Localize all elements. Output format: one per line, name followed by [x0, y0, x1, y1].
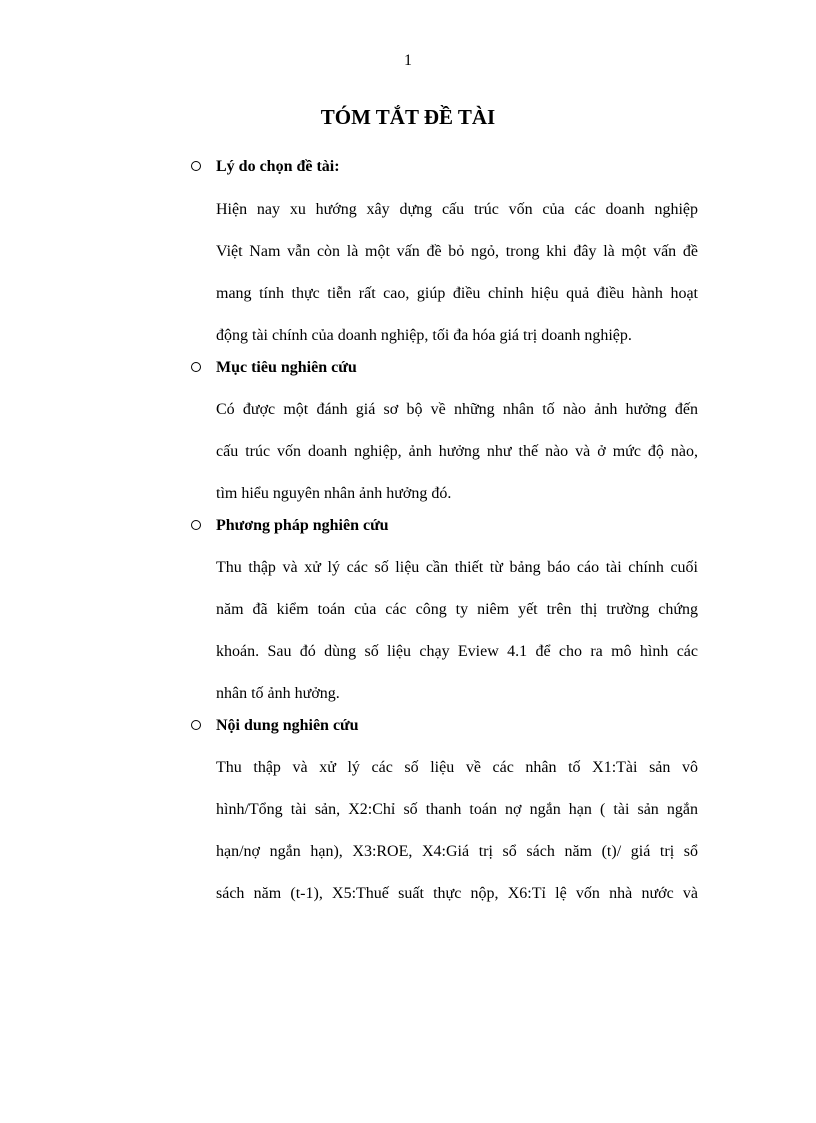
sections-container	[0, 156, 816, 915]
section-reason	[0, 156, 816, 357]
section-heading	[0, 715, 816, 741]
document-title: TÓM TẮT ĐỀ TÀI	[320, 105, 496, 129]
section-content	[0, 715, 816, 915]
hollow-circle-bullet-icon	[191, 362, 201, 372]
section-body	[216, 747, 698, 915]
hollow-circle-bullet-icon	[191, 520, 201, 530]
section-heading-text: Lý do chọn đề tài:	[216, 158, 340, 175]
body-line: Việt Nam vẫn còn là một vấn đề bỏ ngỏ, trong khi đây là một vấn đề	[216, 243, 698, 260]
section-body	[216, 189, 698, 357]
section-body	[216, 547, 698, 715]
section-heading-text: Mục tiêu nghiên cứu	[216, 359, 357, 376]
section-heading	[0, 515, 816, 541]
body-line: sách năm (t-1), X5:Thuế suất thực nộp, X6:Tỉ lệ vốn nhà nước và	[216, 885, 698, 902]
body-line: Thu thập và xử lý các số liệu cần thiết từ bảng báo cáo tài chính cuối	[216, 559, 698, 576]
hollow-circle-bullet-icon	[191, 720, 201, 730]
body-line: động tài chính của doanh nghiệp, tối đa hóa giá trị doanh nghiệp.	[216, 327, 632, 344]
body-line: Thu thập và xử lý các số liệu về các nhân tố X1:Tài sản vô	[216, 759, 698, 776]
body-line: tìm hiểu nguyên nhân ảnh hưởng đó.	[216, 485, 452, 502]
section-heading-text: Phương pháp nghiên cứu	[216, 517, 389, 534]
body-line: năm đã kiểm toán của các công ty niêm yết trên thị trường chứng	[216, 601, 698, 618]
body-line: Có được một đánh giá sơ bộ về những nhân tố nào ảnh hưởng đến	[216, 401, 698, 418]
section-heading	[0, 156, 816, 182]
section-body	[216, 389, 698, 515]
body-line: cấu trúc vốn doanh nghiệp, ảnh hưởng như thế nào và ở mức độ nào,	[216, 443, 698, 460]
body-line: Hiện nay xu hướng xây dựng cấu trúc vốn của các doanh nghiệp	[216, 201, 698, 218]
section-heading	[0, 357, 816, 383]
hollow-circle-bullet-icon	[191, 161, 201, 171]
page-number: 1	[404, 52, 412, 69]
body-line: khoán. Sau đó dùng số liệu chạy Eview 4.1 để cho ra mô hình các	[216, 643, 698, 660]
section-method	[0, 515, 816, 715]
section-heading-text: Nội dung nghiên cứu	[216, 717, 359, 734]
body-line: mang tính thực tiễn rất cao, giúp điều chỉnh hiệu quả điều hành hoạt	[216, 285, 698, 302]
body-line: hình/Tổng tài sản, X2:Chỉ số thanh toán nợ ngắn hạn ( tài sản ngắn	[216, 801, 698, 818]
body-line: nhân tố ảnh hưởng.	[216, 685, 340, 702]
body-line: hạn/nợ ngắn hạn), X3:ROE, X4:Giá trị sổ sách năm (t)/ giá trị sổ	[216, 843, 698, 860]
section-objective	[0, 357, 816, 515]
